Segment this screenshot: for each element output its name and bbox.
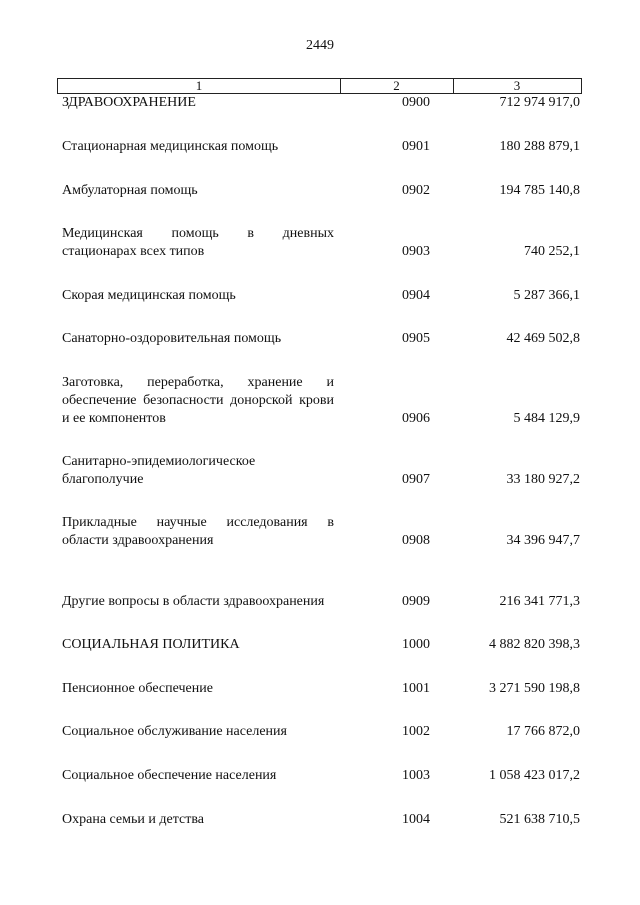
row-code: 1003 — [402, 768, 430, 783]
row-value: 180 288 879,1 — [499, 139, 580, 154]
row-value: 194 785 140,8 — [499, 183, 580, 198]
table-row — [62, 182, 580, 200]
row-value: 42 469 502,8 — [506, 331, 580, 346]
row-code: 1004 — [402, 812, 430, 827]
row-name: Санаторно-оздоровительная помощь — [62, 331, 282, 346]
row-code: 0903 — [402, 244, 430, 259]
table-row — [62, 636, 580, 654]
row-value: 34 396 947,7 — [506, 533, 580, 548]
header-col-3: 3 — [513, 78, 521, 93]
row-code: 0909 — [402, 594, 430, 609]
header-col-2: 2 — [340, 79, 454, 93]
table-row — [62, 330, 580, 348]
row-code: 0904 — [402, 288, 430, 303]
table-row — [62, 723, 580, 741]
row-name: Санитарно-эпидемиологическое благополучие — [62, 454, 256, 487]
table-row — [62, 374, 580, 428]
table-row — [62, 287, 580, 305]
row-code: 0901 — [402, 139, 430, 154]
row-code: 0907 — [402, 472, 430, 487]
table-row — [62, 225, 580, 261]
table-header — [57, 78, 582, 94]
row-name: ЗДРАВООХРАНЕНИЕ — [62, 95, 196, 110]
page-number: 2449 — [306, 38, 334, 53]
row-name: Другие вопросы в области здравоохранения — [62, 594, 325, 609]
row-name: Социальное обслуживание населения — [62, 724, 287, 739]
table-row — [62, 575, 580, 611]
row-code: 0906 — [402, 411, 430, 426]
table-row — [62, 680, 580, 698]
table-row — [62, 138, 580, 156]
row-name: Заготовка, переработка, хранение и обеспечение безопасности донорской крови и ее компонентов — [62, 375, 334, 426]
table-row — [62, 514, 580, 550]
row-value: 33 180 927,2 — [506, 472, 580, 487]
row-value: 4 882 820 398,3 — [489, 637, 580, 652]
row-name: СОЦИАЛЬНАЯ ПОЛИТИКА — [62, 637, 240, 652]
row-code: 1001 — [402, 681, 430, 696]
table-row — [62, 767, 580, 785]
row-value: 712 974 917,0 — [499, 95, 580, 110]
row-code: 1000 — [402, 637, 430, 652]
row-name: Стационарная медицинская помощь — [62, 139, 279, 154]
table-row — [62, 811, 580, 829]
row-name: Медицинская помощь в дневных стационарах всех типов — [62, 226, 334, 259]
row-value: 17 766 872,0 — [506, 724, 580, 739]
row-name: Прикладные научные исследования в области здравоохранения — [62, 515, 334, 548]
header-col-1: 1 — [58, 79, 341, 93]
row-code: 0908 — [402, 533, 430, 548]
row-value: 216 341 771,3 — [499, 594, 580, 609]
row-code: 1002 — [402, 724, 430, 739]
row-name: Охрана семьи и детства — [62, 812, 204, 827]
row-value: 521 638 710,5 — [499, 812, 580, 827]
row-name: Амбулаторная помощь — [62, 183, 198, 198]
row-name: Социальное обеспечение населения — [62, 768, 277, 783]
row-code: 0905 — [402, 331, 430, 346]
row-value: 740 252,1 — [524, 244, 580, 259]
row-value: 3 271 590 198,8 — [489, 681, 580, 696]
row-code: 0900 — [402, 95, 430, 110]
table-row — [62, 94, 580, 112]
row-name: Скорая медицинская помощь — [62, 288, 236, 303]
row-value: 5 287 366,1 — [513, 288, 580, 303]
row-value: 1 058 423 017,2 — [489, 768, 580, 783]
row-name: Пенсионное обеспечение — [62, 681, 213, 696]
row-code: 0902 — [402, 183, 430, 198]
table-row — [62, 453, 580, 489]
row-value: 5 484 129,9 — [513, 411, 580, 426]
